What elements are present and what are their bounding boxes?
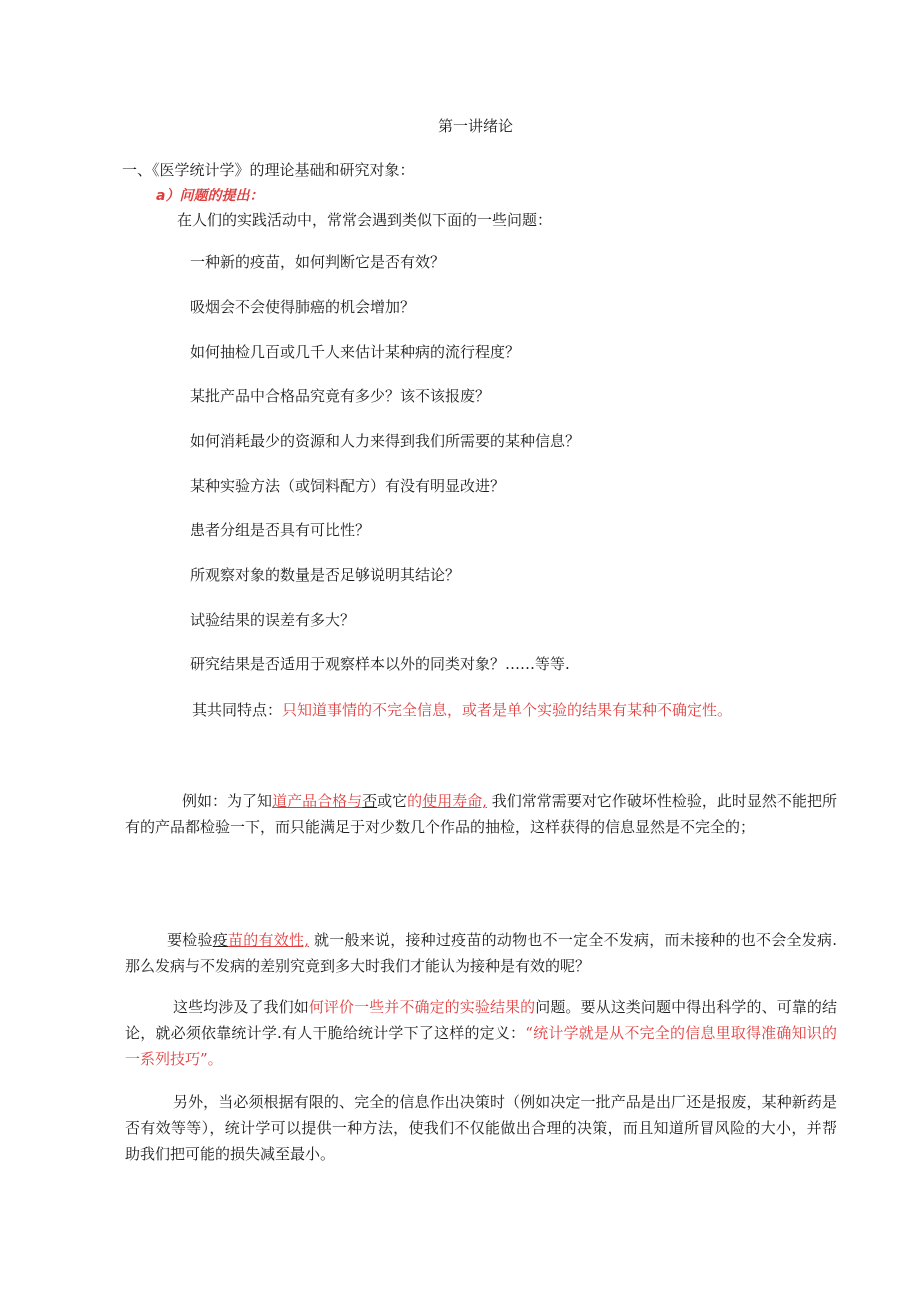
question-item: 试验结果的误差有多大？ — [190, 611, 356, 629]
example-paragraph-vaccine: 要检验疫苗的有效性, 就一般来说，接种过疫苗的动物也不一定全不发病，而未接种的也不会全发病.那么发病与不发病的差别究竟到多大时我们才能认为接种是有效的呢？ — [125, 931, 837, 975]
highlight-vaccine-efficacy: 苗的有效性, — [227, 931, 309, 949]
decision-paragraph: 另外，当必须根据有限的、完全的信息作出决策时（例如决定一批产品是出厂还是报废，某种新药是否有效等等），统计学可以提供一种方法，使我们不仅能做出合理的决策，而且知道所冒风险的大小，并帮助我们把可能的损失减至最小。 — [125, 1093, 837, 1163]
question-item: 研究结果是否适用于观察样本以外的同类对象？……等等. — [190, 655, 570, 673]
section-heading: 一、《医学统计学》的理论基础和研究对象： — [122, 161, 415, 179]
question-item: 患者分组是否具有可比性？ — [190, 521, 371, 539]
question-item: 如何抽检几百或几千人来估计某种病的流行程度？ — [190, 343, 521, 361]
question-item: 吸烟会不会使得肺癌的机会增加？ — [190, 298, 416, 316]
definition-paragraph: 这些均涉及了我们如何评价一些并不确定的实验结果的问题。要从这类问题中得出科学的、可靠的结论，就必须依靠统计学.有人干脆给统计学下了这样的定义：“统计学就是从不完全的信息里取得准确知识的一系列技巧”。 — [125, 998, 837, 1068]
common-feature-text: 只知道事情的不完全信息，或者是单个实验的结果有某种不确定性。 — [282, 701, 733, 719]
question-item: 某批产品中合格品究竟有多少？该不该报废？ — [190, 387, 491, 405]
common-feature-label: 其共同特点： — [192, 701, 283, 719]
statistics-definition-quote: “统计学就是从不完全的信息里取得准确知识的一系列技巧”。 — [125, 1024, 837, 1068]
highlight-product-quality: 道产品合格与 — [272, 792, 363, 810]
intro-text: 在人们的实践活动中，常常会遇到类似下面的一些问题： — [177, 211, 553, 229]
highlight-service-life: 使用寿命, — [422, 792, 487, 810]
example-paragraph-product: 例如：为了知道产品合格与否或它的使用寿命, 我们常常需要对它作破坏性检验，此时显然不能把所有的产品都检验一下，而只能满足于对少数几个作品的抽检，这样获得的信息显然是不完全的； — [125, 792, 837, 836]
subsection-heading: a）问题的提出： — [156, 188, 264, 204]
page-title: 第一讲绪论 — [438, 117, 514, 135]
question-item: 一种新的疫苗，如何判断它是否有效？ — [190, 253, 446, 271]
common-feature — [192, 700, 732, 720]
question-item: 某种实验方法（或饲料配方）有没有明显改进？ — [190, 477, 506, 495]
question-item: 如何消耗最少的资源和人力来得到我们所需要的某种信息？ — [190, 432, 581, 450]
question-item: 所观察对象的数量是否足够说明其结论？ — [190, 566, 461, 584]
highlight-evaluate-results: 何评价一些并不确定的实验结果的 — [308, 998, 536, 1016]
